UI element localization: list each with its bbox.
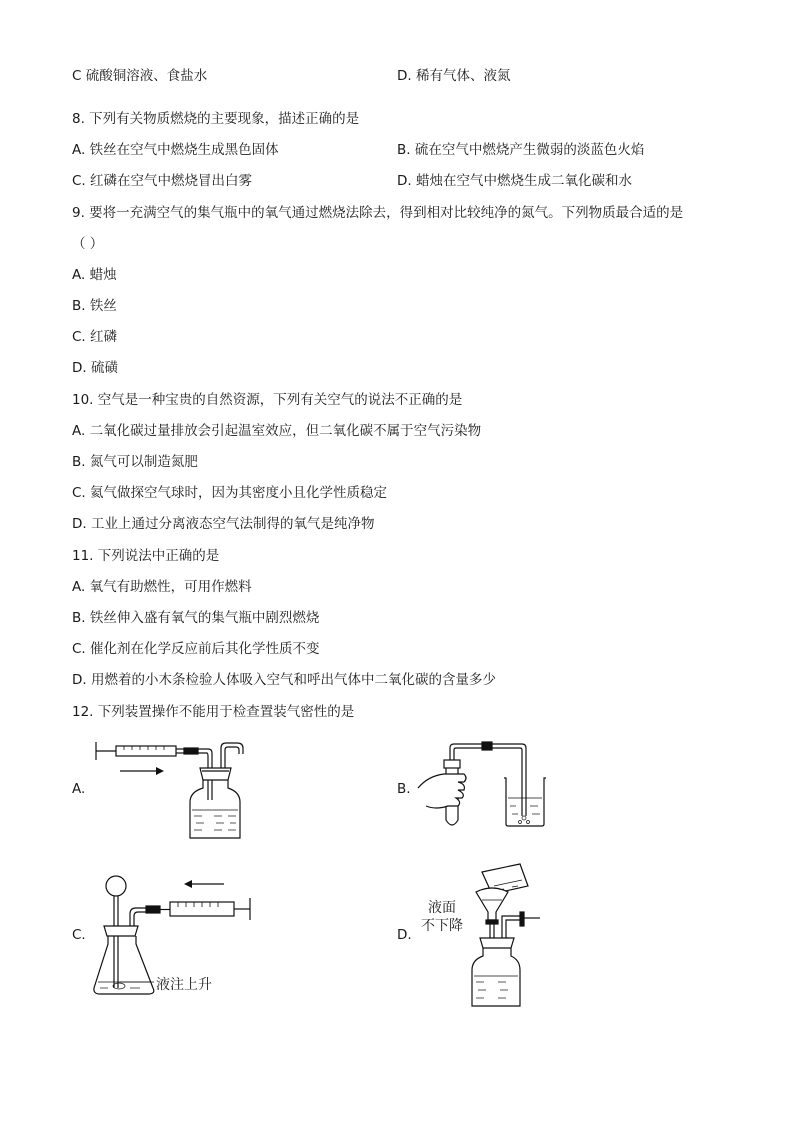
q8-stem: 8. 下列有关物质燃烧的主要现象，描述正确的是	[72, 111, 360, 127]
q12-option-b-label: B.	[397, 781, 411, 797]
q9-option-d: D. 硫磺	[72, 360, 118, 376]
q9-answer-blank: （ ）	[72, 236, 104, 252]
figure-b-hand-test-tube-beaker	[418, 738, 558, 833]
q10-option-b: B. 氮气可以制造氮肥	[72, 454, 198, 470]
q9-option-c: C. 红磷	[72, 329, 118, 345]
q12-option-c-label: C.	[72, 927, 86, 943]
figure-c-caption: 液注上升	[156, 977, 212, 993]
q10-stem: 10. 空气是一种宝贵的自然资源，下列有关空气的说法不正确的是	[72, 392, 463, 408]
figure-d-funnel-bottle	[462, 860, 562, 1010]
q10-option-c: C. 氦气做探空气球时，因为其密度小且化学性质稳定	[72, 485, 388, 501]
q8-option-b: B. 硫在空气中燃烧产生微弱的淡蓝色火焰	[397, 142, 645, 158]
q12-option-a-label: A.	[72, 781, 86, 797]
q8-option-c: C. 红磷在空气中燃烧冒出白雾	[72, 173, 253, 189]
q9-option-b: B. 铁丝	[72, 298, 117, 314]
q10-option-a: A. 二氧化碳过量排放会引起温室效应，但二氧化碳不属于空气污染物	[72, 423, 482, 439]
q11-option-d: D. 用燃着的小木条检验人体吸入空气和呼出气体中二氧化碳的含量多少	[72, 672, 496, 688]
q9-option-a: A. 蜡烛	[72, 267, 117, 283]
q7-option-c: C 硫酸铜溶液、食盐水	[72, 68, 208, 84]
q11-option-c: C. 催化剂在化学反应前后其化学性质不变	[72, 641, 320, 657]
q10-option-d: D. 工业上通过分离液态空气法制得的氧气是纯净物	[72, 516, 375, 532]
figure-d-caption-line2: 不下降	[421, 918, 463, 934]
q12-option-d-label: D.	[397, 927, 412, 943]
figure-d-caption-line1: 液面	[428, 900, 456, 916]
q9-stem: 9. 要将一充满空气的集气瓶中的氧气通过燃烧法除去，得到相对比较纯净的氮气。下列物质最合适的是	[72, 205, 684, 221]
figure-a-syringe-bottle	[90, 738, 250, 843]
q7-option-d: D. 稀有气体、液氮	[397, 68, 511, 84]
q12-stem: 12. 下列装置操作不能用于检查置装气密性的是	[72, 704, 355, 720]
q8-option-a: A. 铁丝在空气中燃烧生成黑色固体	[72, 142, 279, 158]
q11-stem: 11. 下列说法中正确的是	[72, 548, 220, 564]
q11-option-b: B. 铁丝伸入盛有氧气的集气瓶中剧烈燃烧	[72, 610, 320, 626]
q8-option-d: D. 蜡烛在空气中燃烧生成二氧化碳和水	[397, 173, 632, 189]
q11-option-a: A. 氧气有助燃性，可用作燃料	[72, 579, 252, 595]
